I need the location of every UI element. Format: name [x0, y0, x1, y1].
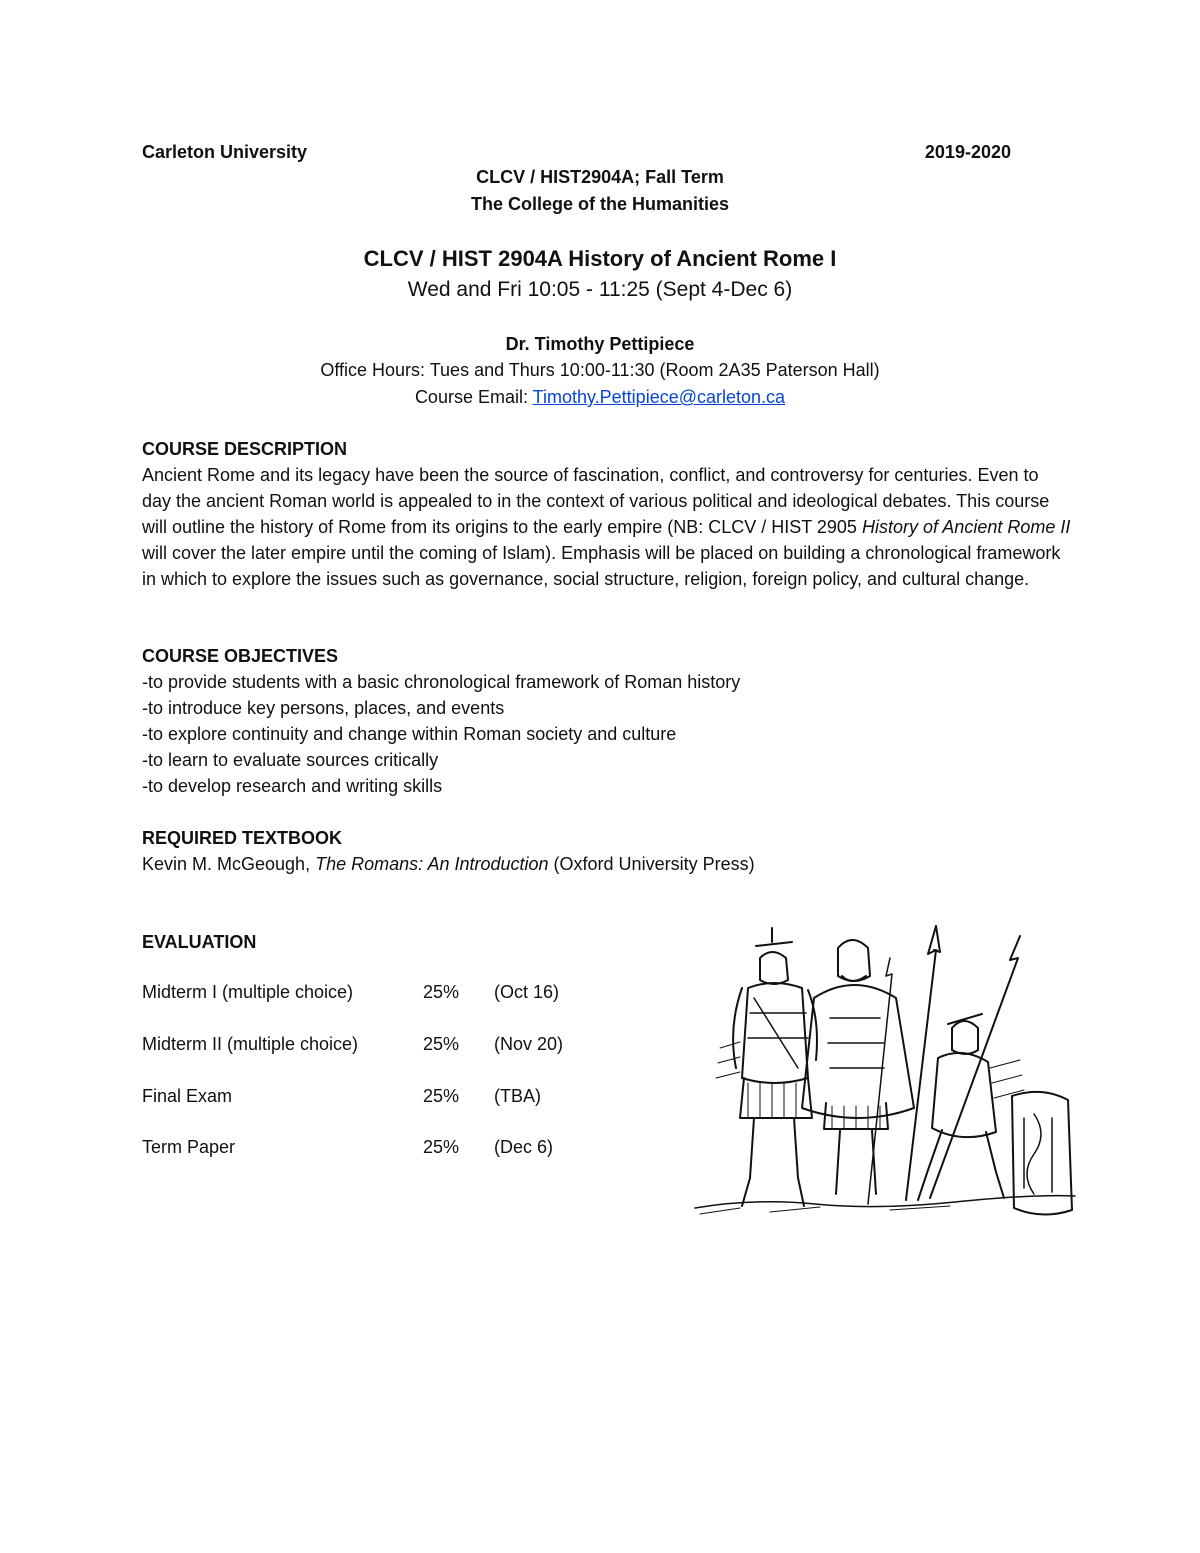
textbook-title: The Romans: An Introduction — [315, 854, 549, 874]
description-italic-title: History of Ancient Rome II — [861, 517, 1071, 537]
roman-soldiers-illustration-icon — [690, 918, 1080, 1218]
description-text — [142, 462, 1072, 592]
list-item: -to develop research and writing skills — [142, 776, 443, 796]
eval-weight: 25% — [423, 1034, 460, 1054]
description-text-1: Ancient Rome and its legacy have been the source of fascination, conflict, and controversy for centuries. Even to day the ancient Roman world is appealed to in the context of various political and ideological debates. This course will outline the history of Rome from its origins to the early empire (NB: CLCV / HIST 2905 — [142, 465, 1050, 537]
list-item: -to provide students with a basic chronological framework of Roman history — [142, 672, 741, 692]
eval-item: Midterm II (multiple choice) — [142, 1034, 359, 1054]
list-item: -to learn to evaluate sources critically — [142, 750, 439, 770]
list-item: -to explore continuity and change within Roman society and culture — [142, 724, 677, 744]
course-schedule: Wed and Fri 10:05 - 11:25 (Sept 4-Dec 6) — [407, 278, 793, 301]
eval-date: (Dec 6) — [494, 1137, 554, 1157]
eval-date: (Nov 20) — [494, 1034, 564, 1054]
office-hours: Office Hours: Tues and Thurs 10:00-11:30 (Room 2A35 Paterson Hall) — [320, 360, 880, 380]
textbook-author: Kevin M. McGeough, — [142, 854, 316, 874]
course-email — [0, 387, 1200, 408]
objectives-heading: COURSE OBJECTIVES — [142, 646, 339, 666]
college-name: The College of the Humanities — [470, 194, 730, 214]
email-label: Course Email: — [414, 387, 533, 407]
eval-date: (TBA) — [494, 1086, 541, 1106]
evaluation-heading: EVALUATION — [142, 932, 257, 952]
instructor-name: Dr. Timothy Pettipiece — [505, 334, 695, 354]
description-text-2: will cover the later empire until the coming of Islam). Emphasis will be placed on building a chronological framework in which to explore the issues such as governance, social structure, religion, foreign policy, and cultural change. — [142, 543, 1061, 589]
email-link[interactable]: Timothy.Pettipiece@carleton.ca — [532, 387, 786, 407]
course-code-term: CLCV / HIST2904A; Fall Term — [476, 167, 724, 187]
university-name: Carleton University — [142, 142, 308, 162]
eval-weight: 25% — [423, 982, 460, 1002]
list-item: -to introduce key persons, places, and events — [142, 698, 505, 718]
textbook-publisher: (Oxford University Press) — [548, 854, 755, 874]
eval-item: Midterm I (multiple choice) — [142, 982, 354, 1002]
description-heading: COURSE DESCRIPTION — [142, 439, 348, 459]
eval-item: Final Exam — [142, 1086, 233, 1106]
objectives-list — [142, 669, 1072, 799]
eval-weight: 25% — [423, 1137, 460, 1157]
textbook-heading: REQUIRED TEXTBOOK — [142, 828, 343, 848]
eval-weight: 25% — [423, 1086, 460, 1106]
course-title: CLCV / HIST 2904A History of Ancient Rome I — [363, 246, 837, 271]
textbook-citation — [142, 851, 1072, 877]
eval-date: (Oct 16) — [494, 982, 560, 1002]
eval-item: Term Paper — [142, 1137, 236, 1157]
academic-year: 2019-2020 — [924, 142, 1011, 162]
